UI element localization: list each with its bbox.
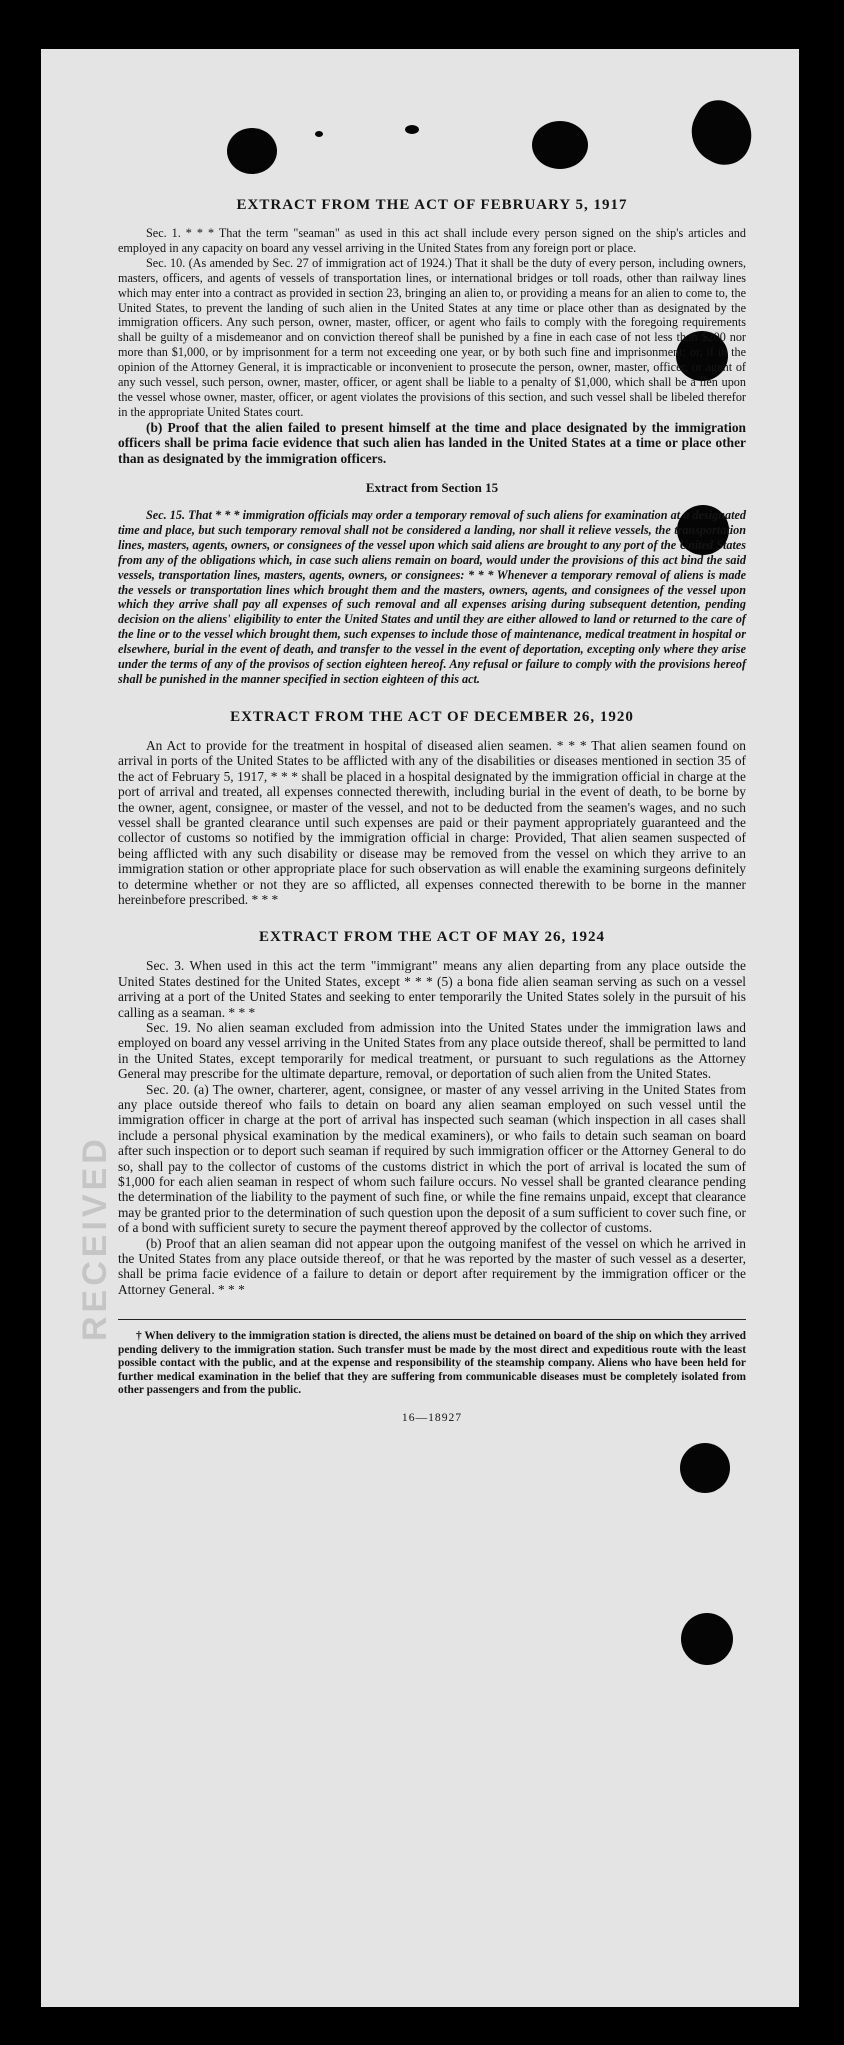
footnote: † When delivery to the immigration station is directed, the aliens must be detained on board of the ship on which they arrived pending delivery to the immigration station. Such transfer must be made by the most direct and expeditious route with the least possible contact with the public, and at the expense and responsibility of the steamship company. Aliens who have been held for further medical examination in the belief that they are suffering from communicable diseases must be completely isolated from other passengers and from the public. — [118, 1330, 746, 1396]
form-number: 16—18927 — [401, 1411, 463, 1425]
document-page — [41, 49, 799, 2007]
punch-hole — [681, 92, 764, 174]
heading-section-15: Extract from Section 15 — [365, 480, 499, 495]
paragraph-sec-3: Sec. 3. When used in this act the term "immigrant" means any alien departing from any place outside the United States destined for the United States, except * * * (5) a bona fide alien seaman serving as such on a vessel arriving at a port of the United States and seeking to enter temporarily the United States solely in the pursuit of his calling as a seaman. * * * — [118, 958, 746, 1020]
punch-hole — [680, 1443, 730, 1493]
heading-act-1917: EXTRACT FROM THE ACT OF FEBRUARY 5, 1917 — [236, 197, 628, 213]
paragraph-1917-b: (b) Proof that the alien failed to present himself at the time and place designated by the immigration officers shall be prima facie evidence that such alien has landed in the United States at a time or place other than as designated by the immigration officers. — [118, 419, 746, 466]
paragraph-act-1920: An Act to provide for the treatment in hospital of diseased alien seamen. * * * That alien seamen found on arrival in ports of the United States to be afflicted with any of the disabilities or diseases mentioned in section 35 of the act of February 5, 1917, * * * shall be placed in a hospital designated by the immigration official in charge at the port of arrival and treated, all expenses connected therewith, including burial in the event of death, to be borne by the owner, agent, consignee, or master of the vessel, and not to be deducted from the seamen's wages, and no such vessel shall be granted clearance until such expenses are paid or their payment appropriately guaranteed and the collector of customs so notified by the immigration official in charge: Provided, That alien seamen suspected of being afflicted with any such disability or disease may be removed from the vessel on which they arrive to an immigration station or other appropriate place for such observation as will enable the examining surgeons definitely to determine whether or not they are so afflicted, all expenses connected therewith to be borne in the manner hereinbefore prescribed. * * * — [118, 737, 746, 907]
document-body — [118, 197, 746, 1424]
punch-hole — [681, 1613, 733, 1665]
paragraph-sec-10: Sec. 10. (As amended by Sec. 27 of immigration act of 1924.) That it shall be the duty of every person, including owners, masters, officers, and agents of vessels of transportation lines, or international bridges or toll roads, other than railway lines which may enter into a contract as provided in section 23, bringing an alien to, or providing a means for an alien to come to, the United States, to prevent the landing of such alien in the United States at any time or place other than as designated by the immigration officers. Any such person, owner, master, officer, or agent who fails to comply with the foregoing requirements shall be guilty of a misdemeanor and on conviction thereof shall be punished by a fine in each case of not less than $200 nor more than $1,000, or by imprisonment for a term not exceeding one year, or by both such fine and imprisonment; or, if in the opinion of the Attorney General, it is impracticable or inconvenient to prosecute the person, owner, master, officer, or agent of any such vessel, such person, owner, master, officer, or agent shall be liable to a penalty of $1,000, which shall be a lien upon the vessel whose owner, master, officer, or agent violates the provisions of this section, and such vessel shall be libeled therefor in the appropriate United States court. — [118, 255, 746, 419]
paragraph-sec-20b: (b) Proof that an alien seaman did not appear upon the outgoing manifest of the vessel on which he arrived in the United States from any place outside thereof, or that he was reported by the master of such vessel as a deserter, shall be prima facie evidence of a failure to detain or deport after requirement by the immigration officer or the Attorney General. * * * — [118, 1235, 746, 1297]
paragraph-sec-19: Sec. 19. No alien seaman excluded from admission into the United States under the immigration laws and employed on board any vessel arriving in the United States from any place outside thereof, shall be permitted to land in the United States, except temporarily for medical treatment, or pursuant to such regulations as the Attorney General may prescribe for the ultimate departure, removal, or deportation of such alien from the United States. — [118, 1019, 746, 1082]
heading-act-1924: EXTRACT FROM THE ACT OF MAY 26, 1924 — [258, 929, 606, 946]
punch-hole — [315, 131, 323, 137]
paragraph-sec-15: Sec. 15. That * * * immigration officials may order a temporary removal of such aliens for examination at a designated time and place, but such temporary removal shall not be considered a landing, nor shall it relieve vessels, the transportation lines, masters, agents, owners, or consignees of the vessel upon which said aliens are brought to any port of the United States from any of the obligations which, in case such aliens remain on board, would under the provisions of this act bind the said vessels, transportation lines, masters, agents, owners, or consignees: * * * Whenever a temporary removal of aliens is made the vessels or transportation lines which brought them and the masters, owners, agents, and consignees of the vessel upon which they arrive shall pay all expenses of such removal and all expenses arising during subsequent detention, pending decision on the aliens' eligibility to enter the United States and until they are either allowed to land or returned to the care of the line or to the vessel which brought them, such expenses to include those of maintenance, medical treatment in hospital or elsewhere, burial in the event of death, and transfer to the vessel in the event of deportation, excepting only where they arise under the terms of any of the provisos of section eighteen hereof. Any refusal or failure to comply with the provisions hereof shall be punished in the manner specified in section eighteen of this act. — [118, 508, 746, 686]
footnote-divider — [118, 1319, 746, 1320]
paragraph-sec-1: Sec. 1. * * * That the term "seaman" as used in this act shall include every person signed on the ship's articles and employed in any capacity on board any vessel arriving in the United States from any foreign port or place. — [118, 226, 746, 255]
punch-hole — [227, 128, 277, 174]
paragraph-sec-20a: Sec. 20. (a) The owner, charterer, agent, consignee, or master of any vessel arriving in the United States from any place outside thereof who fails to detain on board any alien seaman employed on such vessel until the immigration officer in charge at the port of arrival has inspected such seaman (which inspection in all cases shall include a personal physical examination by the medical examiners), or who fails to detain such seaman on board after such inspection or to deport such seaman if required by such immigration officer or the Attorney General to do so, shall pay to the collector of customs of the customs district in which the port of arrival is located the sum of $1,000 for each alien seaman in respect of whom such failure occurs. No vessel shall be granted clearance pending the determination of the liability to the payment of such fine, or while the fine remains unpaid, except that clearance may be granted prior to the determination of such question upon the deposit of a sum sufficient to cover such fine, or of a bond with sufficient surety to secure the payment thereof approved by the collector of customs. — [118, 1081, 746, 1236]
punch-hole — [532, 121, 588, 169]
punch-hole — [405, 125, 419, 134]
received-stamp: RECEIVED — [76, 1135, 114, 1341]
heading-act-1920: EXTRACT FROM THE ACT OF DECEMBER 26, 1920 — [230, 708, 634, 725]
